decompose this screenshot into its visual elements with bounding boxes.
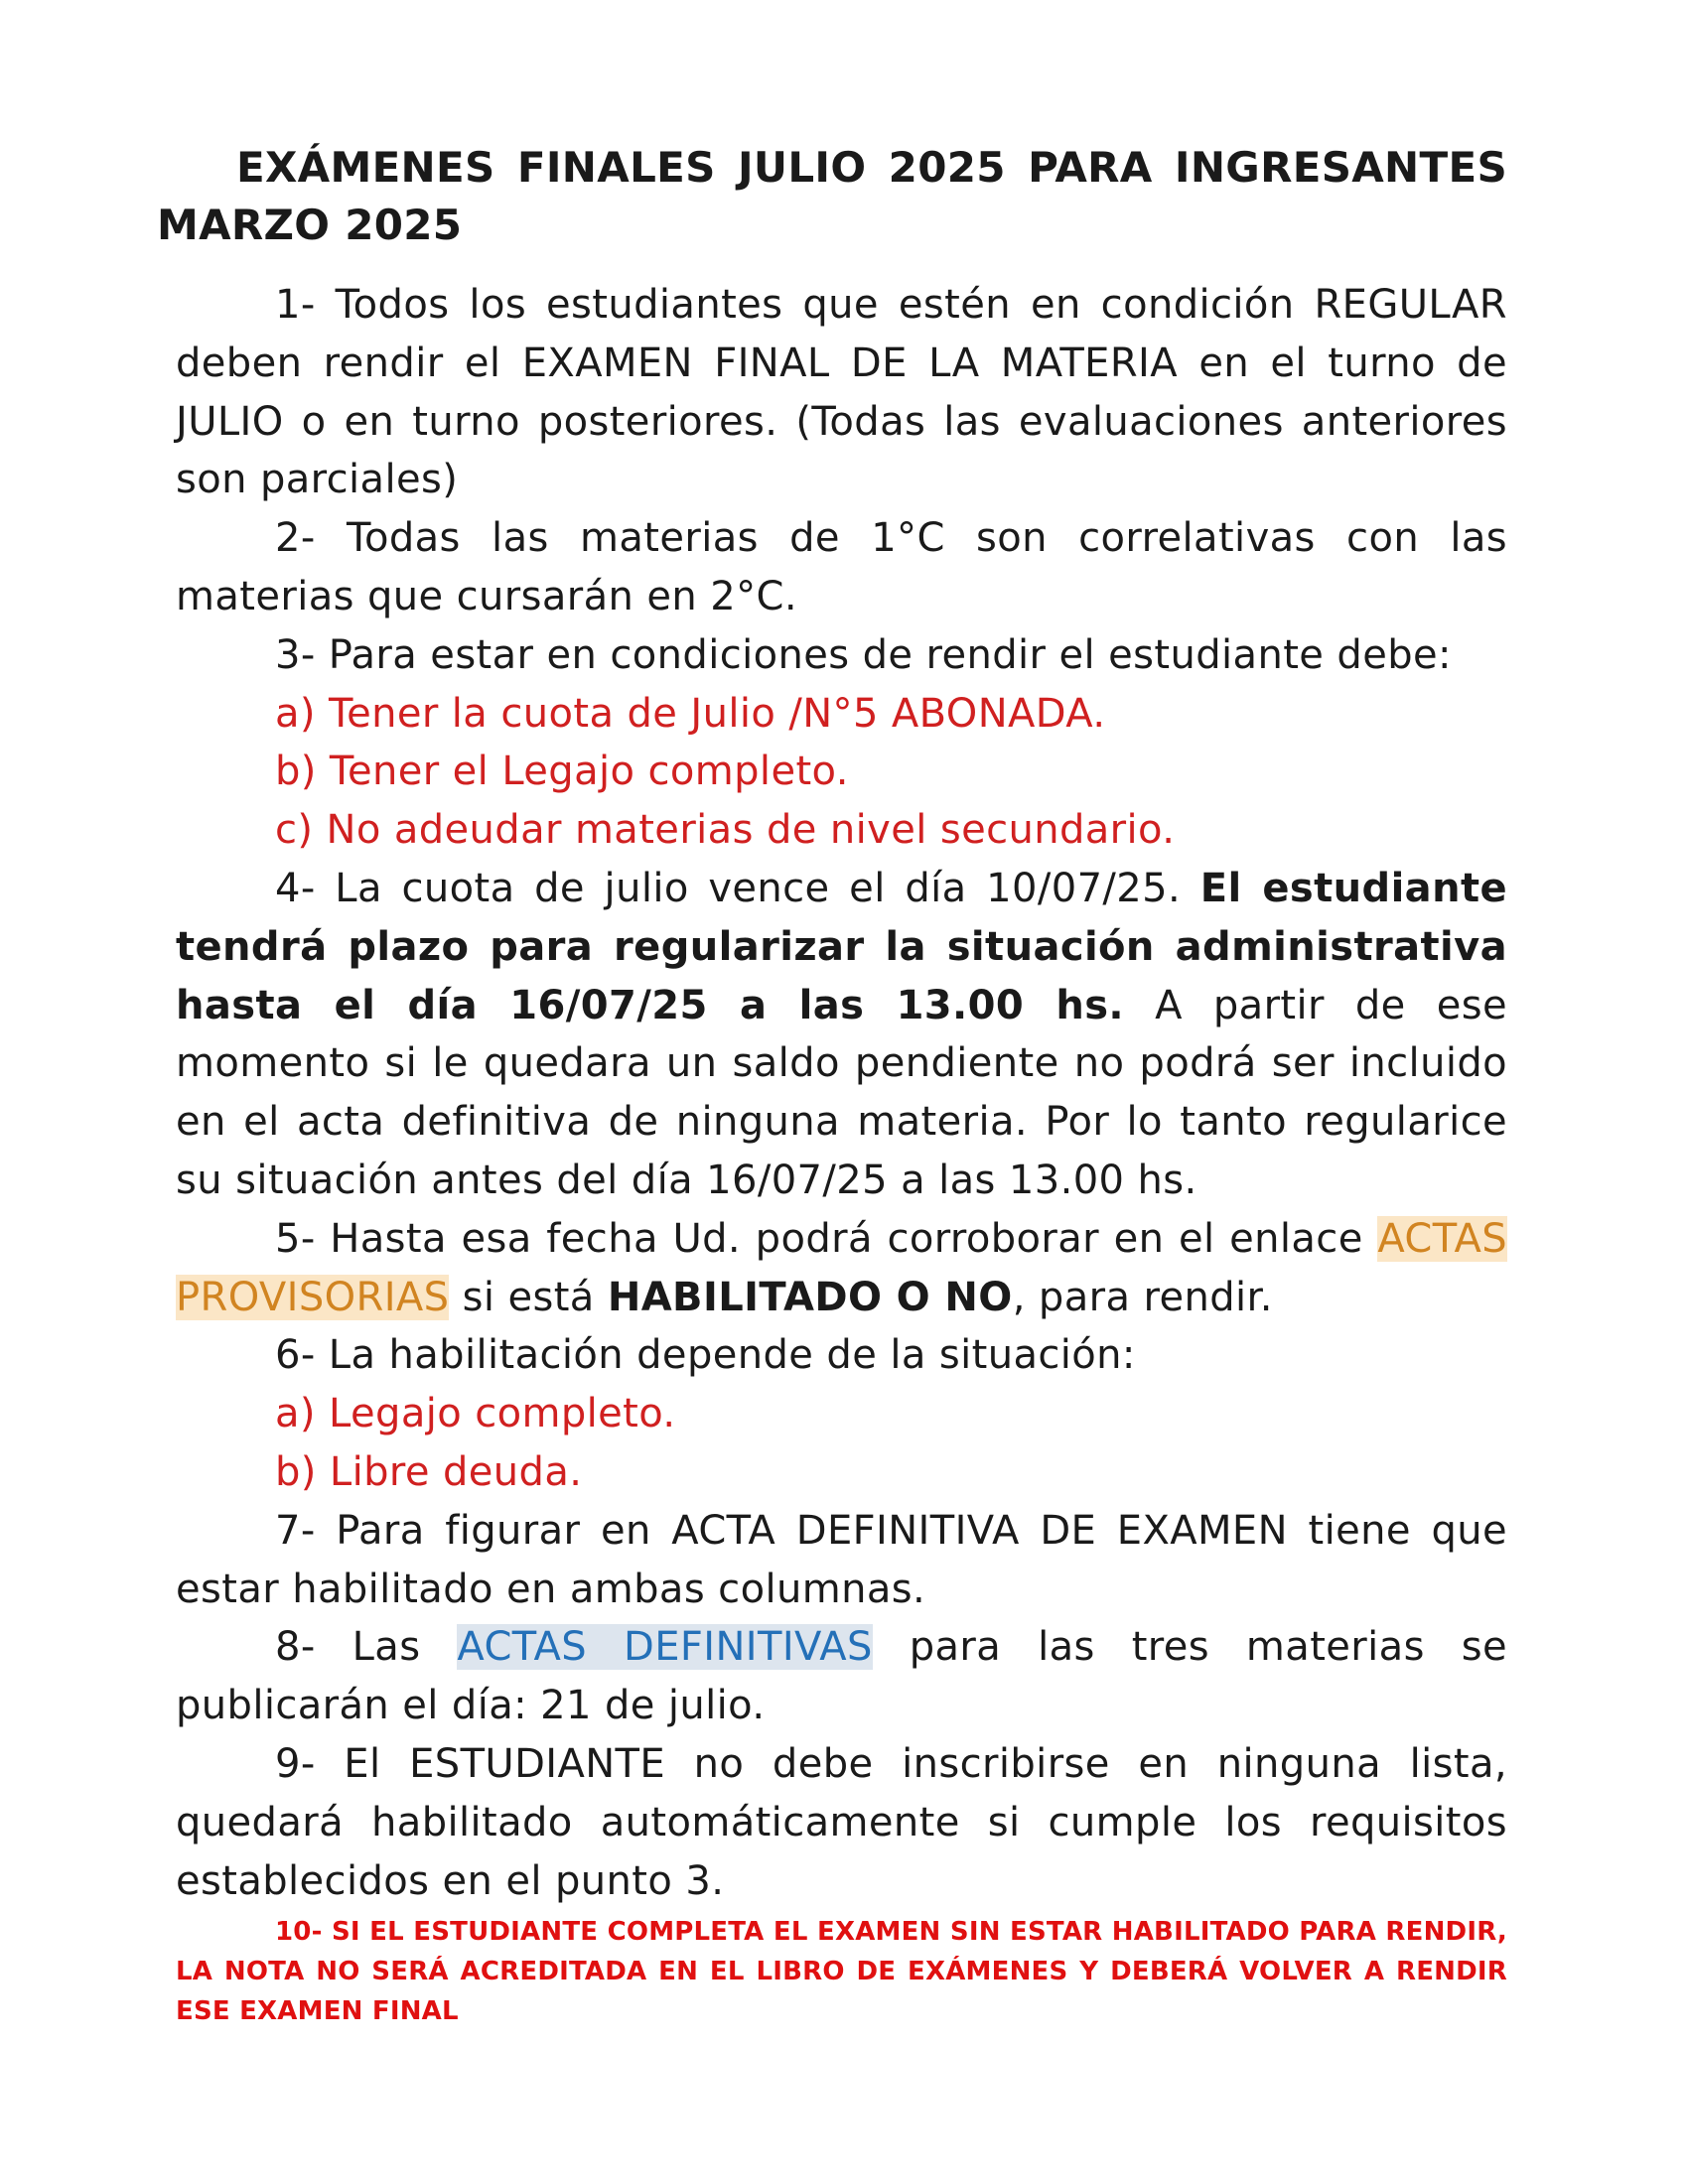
item-3c: c) No adeudar materias de nivel secundario. (275, 807, 1176, 854)
item-8-text: 8- Las (275, 1624, 458, 1671)
item-5 (176, 1210, 1507, 1327)
item-4-text-continued: A partir de ese momento si le quedara un saldo pendiente no podrá ser incluido en el acta definitiva de ninguna materia. Por lo tanto regularice su situación antes del día 16/07/25 a las 13.00 hs. (176, 982, 1507, 1203)
item-6b: b) Libre deuda. (275, 1448, 583, 1495)
item-3a: a) Tener la cuota de Julio /N°5 ABONADA. (275, 690, 1106, 737)
item-5-text-2: si está (449, 1274, 608, 1320)
item-4 (176, 860, 1507, 1210)
item-5-bold: HABILITADO O NO (607, 1274, 1013, 1320)
item-2: 2- Todas las materias de 1°C son correlativas con las materias que cursarán en 2°C. (176, 515, 1507, 619)
document-title: EXÁMENES FINALES JULIO 2025 PARA INGRESANTES MARZO 2025 (157, 143, 1507, 249)
actas-provisorias-link[interactable]: ACTAS PROVISORIAS (176, 1215, 1507, 1320)
item-4-bold-deadline: El estudiante tendrá plazo para regularizar la situación administrativa hasta el día 16/07/25 a las 13.00 hs. (176, 865, 1507, 1028)
item-3b: b) Tener el Legajo completo. (275, 749, 849, 795)
item-1: 1- Todos los estudiantes que estén en condición REGULAR deben rendir el EXAMEN FINAL DE LA MATERIA en el turno de JULIO o en turno posteriores. (Todas las evaluaciones anteriores son parciales) (176, 282, 1507, 503)
item-6: 6- La habilitación depende de la situación: (275, 1332, 1136, 1379)
item-6a: a) Legajo completo. (275, 1391, 676, 1437)
item-9: 9- El ESTUDIANTE no debe inscribirse en ninguna lista, quedará habilitado automáticamente si cumple los requisitos establecidos en el punto 3. (176, 1740, 1507, 1904)
item-8 (176, 1618, 1507, 1735)
item-3: 3- Para estar en condiciones de rendir el estudiante debe: (275, 631, 1452, 678)
item-8-text-2: para las tres materias se publicarán el día: 21 de julio. (176, 1624, 1507, 1729)
item-4-text: 4- La cuota de julio vence el día 10/07/25. (275, 865, 1200, 911)
document-body (176, 276, 1507, 2031)
item-5-text-3: , para rendir. (1012, 1274, 1273, 1320)
item-5-text: 5- Hasta esa fecha Ud. podrá corroborar en el enlace (275, 1215, 1378, 1262)
actas-definitivas-link[interactable]: ACTAS DEFINITIVAS (457, 1624, 873, 1671)
item-10-warning: 10- SI EL ESTUDIANTE COMPLETA EL EXAMEN SIN ESTAR HABILITADO PARA RENDIR, LA NOTA NO SERÁ ACREDITADA EN EL LIBRO DE EXÁMENES Y DEBERÁ VOLVER A RENDIR ESE EXAMEN FINAL (176, 1917, 1507, 2027)
item-7: 7- Para figurar en ACTA DEFINITIVA DE EXAMEN tiene que estar habilitado en ambas columnas. (176, 1507, 1507, 1612)
